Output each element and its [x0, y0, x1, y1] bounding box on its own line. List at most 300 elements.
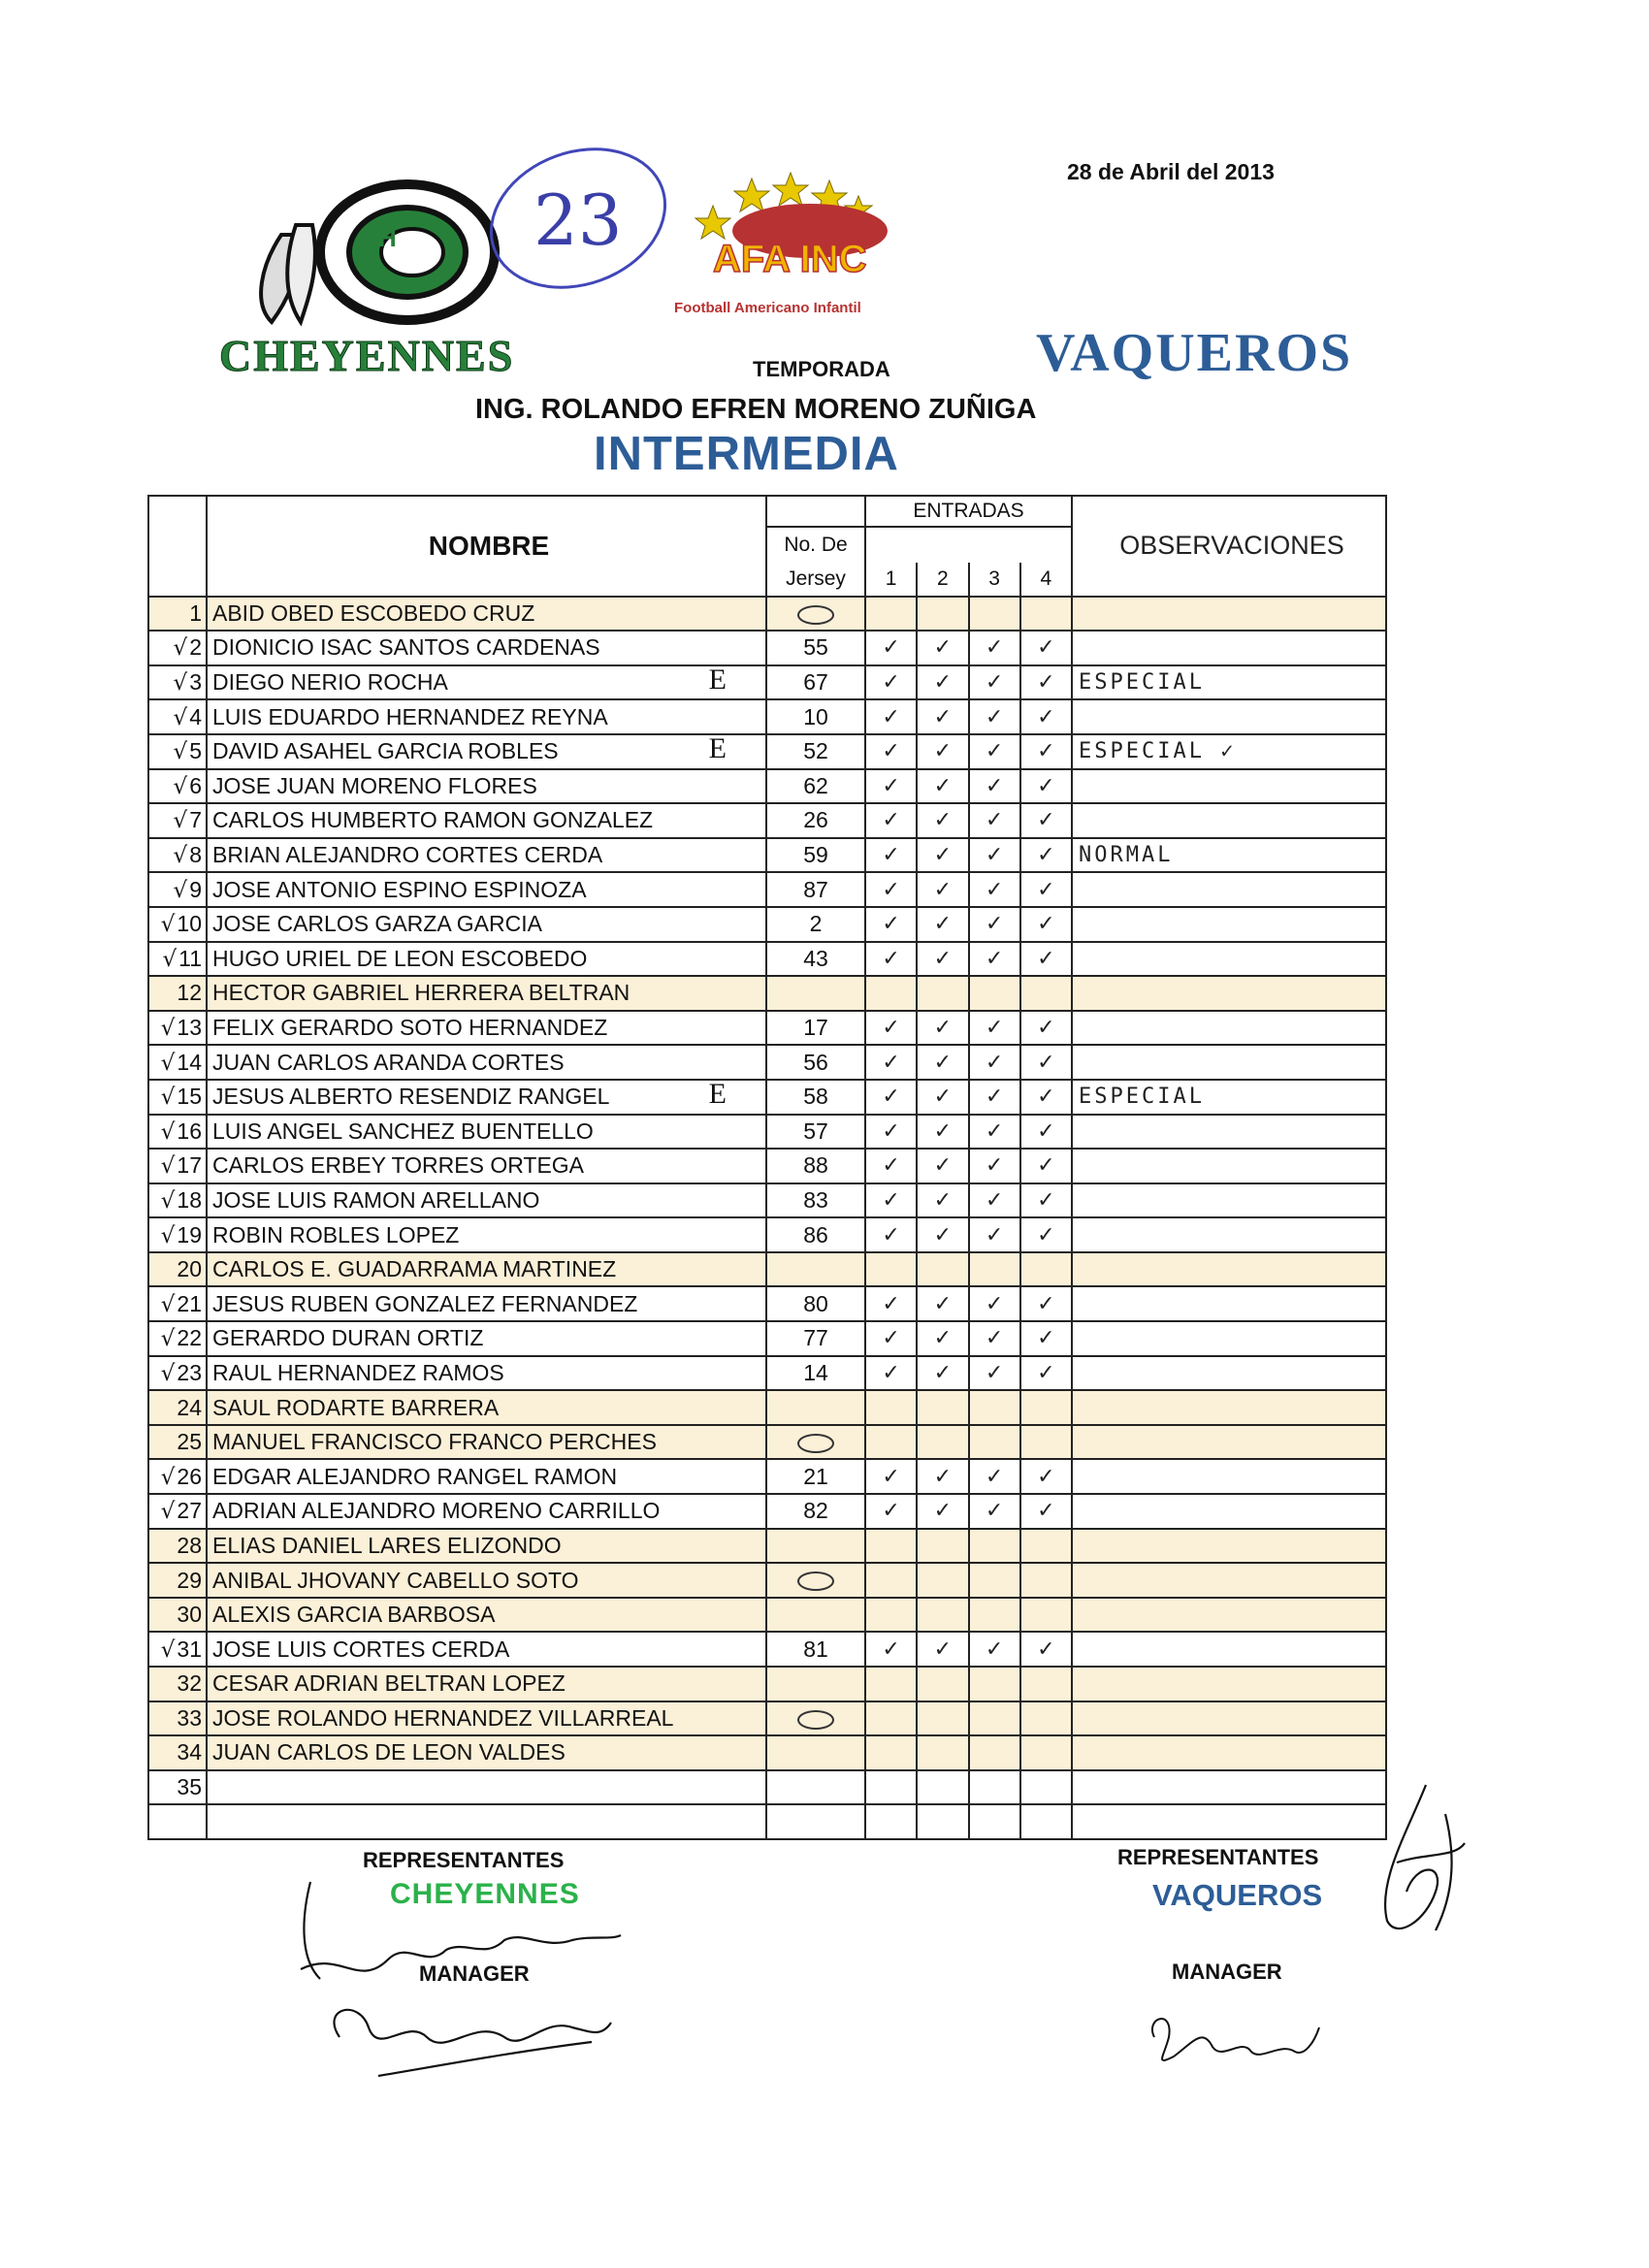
present-check-icon: √: [162, 946, 178, 972]
entrada-1-cell: [865, 1011, 917, 1046]
row-number: [148, 769, 207, 804]
row-number-value: 29: [177, 1567, 202, 1593]
check-icon: ✓: [882, 1187, 900, 1213]
scribble-icon: [797, 605, 834, 625]
row-number: [148, 1356, 207, 1391]
observation: [1072, 872, 1386, 907]
entrada-4-cell: [1020, 1425, 1072, 1460]
player-name: [207, 1667, 766, 1701]
afa-tagline: Football Americano Infantil: [674, 300, 861, 316]
table-row: [148, 1045, 1386, 1080]
entrada-2-cell: [917, 1183, 968, 1218]
entrada-1-cell: [865, 1598, 917, 1633]
entrada-4-cell: [1020, 1183, 1072, 1218]
present-check-icon: √: [173, 808, 188, 834]
cheyennes-logo-icon: [242, 177, 504, 332]
entrada-2-cell: [917, 1735, 968, 1770]
entrada-2-cell: [917, 942, 968, 977]
check-icon: ✓: [985, 1153, 1004, 1179]
entrada-3-cell: [969, 665, 1020, 700]
entrada-2-cell: [917, 907, 968, 942]
entrada-1-cell: [865, 1356, 917, 1391]
entrada-2-cell: [917, 1459, 968, 1494]
observation: [1072, 1356, 1386, 1391]
present-check-icon: √: [160, 1464, 176, 1490]
observation: [1072, 1667, 1386, 1701]
observation: [1072, 803, 1386, 838]
observation: ESPECIAL ✓: [1072, 734, 1386, 769]
present-check-icon: √: [160, 912, 176, 938]
player-name-value: CARLOS HUMBERTO RAMON GONZALEZ: [212, 807, 654, 833]
check-icon: ✓: [933, 808, 953, 833]
away-representatives-team: VAQUEROS: [1152, 1878, 1323, 1912]
entrada-4-cell: [1020, 1770, 1072, 1805]
entrada-4-cell: [1020, 769, 1072, 804]
home-representatives-team: CHEYENNES: [390, 1878, 580, 1910]
entrada-1-cell: [865, 1804, 917, 1839]
present-check-icon: √: [160, 1153, 176, 1180]
entrada-3-cell: [969, 1667, 1020, 1701]
entrada-3-cell: [969, 838, 1020, 873]
entrada-1-cell: [865, 1217, 917, 1252]
row-number-value: 7: [189, 807, 202, 833]
entrada-1-cell: [865, 1632, 917, 1667]
table-row: [148, 1011, 1386, 1046]
entrada-3-cell: [969, 976, 1020, 1011]
jersey-number: [766, 1252, 865, 1287]
check-icon: ✓: [985, 1291, 1004, 1316]
player-name-value: JOSE LUIS RAMON ARELLANO: [212, 1186, 540, 1213]
row-number-value: 33: [177, 1704, 202, 1731]
observation: [1072, 1735, 1386, 1770]
entrada-3-cell: [969, 1804, 1020, 1839]
player-name: [207, 1459, 766, 1494]
check-icon: ✓: [933, 1118, 953, 1144]
player-name: [207, 1356, 766, 1391]
row-number-value: 28: [177, 1532, 202, 1558]
entrada-3-cell: [969, 1080, 1020, 1115]
check-icon: ✓: [1037, 670, 1055, 696]
table-row: [148, 1183, 1386, 1218]
table-row: [148, 631, 1386, 665]
check-icon: ✓: [1037, 912, 1055, 937]
player-name-value: DAVID ASAHEL GARCIA ROBLES: [212, 738, 559, 764]
player-name-value: BRIAN ALEJANDRO CORTES CERDA: [212, 842, 603, 868]
jersey-number: 87: [766, 872, 865, 907]
player-name-value: JESUS ALBERTO RESENDIZ RANGEL: [212, 1084, 610, 1110]
row-number: [148, 1183, 207, 1218]
entrada-3-cell: [969, 1356, 1020, 1391]
observation: [1072, 1390, 1386, 1425]
check-icon: ✓: [1037, 1050, 1055, 1075]
table-row: [148, 1115, 1386, 1150]
row-number-value: 18: [177, 1186, 202, 1213]
check-icon: ✓: [985, 877, 1004, 902]
handwritten-mark: E: [708, 664, 727, 696]
present-check-icon: √: [160, 1085, 176, 1111]
entrada-2-cell: [917, 803, 968, 838]
entrada-4-cell: [1020, 1115, 1072, 1150]
row-number-value: 3: [189, 669, 202, 696]
entrada-2-cell: [917, 1011, 968, 1046]
observation: [1072, 976, 1386, 1011]
entrada-3-cell: [969, 769, 1020, 804]
away-team-name: VAQUEROS: [1036, 323, 1353, 383]
row-number: [148, 1390, 207, 1425]
row-number: [148, 976, 207, 1011]
entrada-4-cell: [1020, 699, 1072, 734]
table-row: [148, 1425, 1386, 1460]
row-number-value: 2: [189, 634, 202, 661]
row-number-value: 8: [189, 842, 202, 868]
player-name: [207, 1632, 766, 1667]
jersey-number: 52: [766, 734, 865, 769]
player-name: [207, 1183, 766, 1218]
row-number-value: 9: [189, 876, 202, 902]
jersey-number: [766, 597, 865, 632]
row-number-value: 21: [177, 1290, 202, 1316]
check-icon: ✓: [933, 1326, 953, 1351]
row-number-value: 5: [189, 738, 202, 764]
check-icon: ✓: [1037, 739, 1055, 764]
entrada-4-cell: [1020, 1356, 1072, 1391]
present-check-icon: √: [173, 843, 188, 869]
jersey-number: [766, 1529, 865, 1564]
table-row: [148, 1080, 1386, 1115]
check-icon: ✓: [933, 1085, 953, 1110]
present-check-icon: √: [173, 670, 188, 697]
jersey-number: 86: [766, 1217, 865, 1252]
present-check-icon: √: [173, 635, 188, 662]
table-row: [148, 769, 1386, 804]
table-row: [148, 1356, 1386, 1391]
table-row: [148, 907, 1386, 942]
jersey-number: 2: [766, 907, 865, 942]
entrada-2-cell: [917, 1770, 968, 1805]
table-row: [148, 1252, 1386, 1287]
observation: [1072, 597, 1386, 632]
table-row: [148, 1494, 1386, 1529]
player-name-value: ELIAS DANIEL LARES ELIZONDO: [212, 1532, 562, 1558]
check-icon: ✓: [933, 1222, 953, 1247]
table-row: [148, 1770, 1386, 1805]
check-icon: ✓: [882, 946, 900, 971]
observation: [1072, 1045, 1386, 1080]
check-icon: ✓: [882, 1085, 900, 1110]
player-name: [207, 1080, 766, 1115]
present-check-icon: √: [160, 1016, 176, 1042]
check-icon: ✓: [882, 1153, 900, 1179]
player-name-value: JUAN CARLOS ARANDA CORTES: [212, 1049, 565, 1075]
row-number: [148, 1529, 207, 1564]
entrada-3-cell: [969, 1529, 1020, 1564]
table-row: [148, 1321, 1386, 1356]
row-number-value: 6: [189, 772, 202, 798]
present-check-icon: √: [160, 1499, 176, 1525]
check-icon: ✓: [933, 1636, 953, 1662]
entrada-2-cell: [917, 699, 968, 734]
entrada-1-cell: [865, 1459, 917, 1494]
player-name: [207, 976, 766, 1011]
check-icon: ✓: [985, 739, 1004, 764]
observation: [1072, 907, 1386, 942]
jersey-number: 55: [766, 631, 865, 665]
check-icon: ✓: [1037, 1016, 1055, 1041]
row-number-value: 27: [177, 1498, 202, 1524]
row-number-value: 25: [177, 1429, 202, 1455]
row-number-value: 35: [177, 1774, 202, 1800]
entrada-1-cell: [865, 872, 917, 907]
player-name: [207, 1217, 766, 1252]
entrada-3-cell: [969, 1459, 1020, 1494]
row-number-value: 26: [177, 1463, 202, 1489]
player-name-value: JOSE LUIS CORTES CERDA: [212, 1636, 510, 1662]
entrada-2-cell: [917, 838, 968, 873]
table-row: [148, 597, 1386, 632]
jersey-number: [766, 1804, 865, 1839]
entrada-1-cell: [865, 907, 917, 942]
jersey-number: 81: [766, 1632, 865, 1667]
row-number: [148, 1494, 207, 1529]
check-icon: ✓: [882, 1499, 900, 1524]
check-icon: ✓: [985, 1464, 1004, 1489]
row-number-value: 31: [177, 1636, 202, 1662]
organizer-name: ING. ROLANDO EFREN MORENO ZUÑIGA: [475, 394, 1037, 425]
svg-text:H: H: [378, 223, 397, 252]
afa-logo-text: AFA INC: [713, 238, 867, 280]
check-icon: ✓: [1037, 1187, 1055, 1213]
entrada-2-cell: [917, 1356, 968, 1391]
header-entradas-blank: [865, 527, 1072, 563]
player-name-value: JUAN CARLOS DE LEON VALDES: [212, 1739, 566, 1766]
row-number-value: 19: [177, 1221, 202, 1247]
player-name-value: JOSE JUAN MORENO FLORES: [212, 772, 537, 798]
player-name: [207, 1494, 766, 1529]
player-name: [207, 1045, 766, 1080]
present-check-icon: √: [160, 1118, 176, 1145]
check-icon: ✓: [933, 704, 953, 729]
check-icon: ✓: [933, 1360, 953, 1385]
check-icon: ✓: [882, 912, 900, 937]
present-check-icon: √: [160, 1050, 176, 1076]
check-icon: ✓: [1037, 773, 1055, 798]
row-number-value: 22: [177, 1325, 202, 1351]
home-team-name: CHEYENNES: [219, 331, 515, 380]
season-label: TEMPORADA: [753, 357, 890, 381]
away-manager-signature: [1135, 1998, 1329, 2076]
jersey-number: 17: [766, 1011, 865, 1046]
observation: [1072, 1459, 1386, 1494]
scribble-icon: [797, 1710, 834, 1730]
entrada-2-cell: [917, 976, 968, 1011]
row-number: [148, 1770, 207, 1805]
entrada-4-cell: [1020, 665, 1072, 700]
entrada-2-cell: [917, 1080, 968, 1115]
jersey-number: [766, 1425, 865, 1460]
entrada-3-cell: [969, 1701, 1020, 1736]
observation: [1072, 769, 1386, 804]
entrada-1-cell: [865, 803, 917, 838]
player-name-value: JOSE ROLANDO HERNANDEZ VILLARREAL: [212, 1704, 674, 1731]
row-number-value: 34: [177, 1739, 202, 1766]
entrada-3-cell: [969, 1011, 1020, 1046]
check-icon: ✓: [1037, 877, 1055, 902]
observation: [1072, 699, 1386, 734]
check-icon: ✓: [933, 1291, 953, 1316]
row-number-value: 24: [177, 1394, 202, 1420]
entrada-1-cell: [865, 1286, 917, 1321]
check-icon: ✓: [882, 773, 900, 798]
entrada-3-cell: [969, 1425, 1020, 1460]
player-name: [207, 769, 766, 804]
player-name: [207, 1115, 766, 1150]
check-icon: ✓: [882, 877, 900, 902]
check-icon: ✓: [882, 1326, 900, 1351]
jersey-number: 26: [766, 803, 865, 838]
player-name-value: ABID OBED ESCOBEDO CRUZ: [212, 599, 535, 626]
jersey-number: 57: [766, 1115, 865, 1150]
entrada-2-cell: [917, 1563, 968, 1598]
player-name-value: LUIS EDUARDO HERNANDEZ REYNA: [212, 703, 608, 729]
header-entrada-1: 1: [865, 563, 917, 597]
check-icon: ✓: [1037, 1291, 1055, 1316]
entrada-3-cell: [969, 1735, 1020, 1770]
table-header-row: [148, 496, 1386, 527]
entrada-4-cell: [1020, 1632, 1072, 1667]
player-name: [207, 1425, 766, 1460]
observation: [1072, 1286, 1386, 1321]
entrada-2-cell: [917, 1217, 968, 1252]
check-icon: ✓: [985, 1360, 1004, 1385]
home-representative-signature: [281, 1843, 650, 2095]
player-name: [207, 1149, 766, 1183]
player-name: [207, 838, 766, 873]
entrada-3-cell: [969, 1286, 1020, 1321]
entrada-2-cell: [917, 1045, 968, 1080]
away-representative-signature: [1358, 1775, 1474, 1950]
entrada-3-cell: [969, 1563, 1020, 1598]
header-entrada-3: 3: [969, 563, 1020, 597]
entrada-1-cell: [865, 976, 917, 1011]
check-icon: ✓: [882, 1016, 900, 1041]
entrada-2-cell: [917, 1252, 968, 1287]
entrada-4-cell: [1020, 1217, 1072, 1252]
check-icon: ✓: [985, 1499, 1004, 1524]
jersey-number: 59: [766, 838, 865, 873]
player-name-value: ANIBAL JHOVANY CABELLO SOTO: [212, 1567, 579, 1593]
entrada-4-cell: [1020, 1598, 1072, 1633]
entrada-2-cell: [917, 1321, 968, 1356]
row-number: [148, 907, 207, 942]
entrada-4-cell: [1020, 597, 1072, 632]
check-icon: ✓: [985, 1636, 1004, 1662]
entrada-1-cell: [865, 1115, 917, 1150]
entrada-4-cell: [1020, 1011, 1072, 1046]
entrada-3-cell: [969, 734, 1020, 769]
row-number: [148, 1632, 207, 1667]
entrada-1-cell: [865, 1080, 917, 1115]
entrada-1-cell: [865, 1149, 917, 1183]
table-row: [148, 1286, 1386, 1321]
row-number: [148, 1321, 207, 1356]
entrada-4-cell: [1020, 803, 1072, 838]
present-check-icon: √: [160, 1291, 176, 1317]
observation: [1072, 1770, 1386, 1805]
present-check-icon: √: [160, 1360, 176, 1386]
header-observaciones: OBSERVACIONES: [1072, 496, 1386, 597]
present-check-icon: √: [173, 739, 188, 765]
observation: [1072, 1252, 1386, 1287]
player-name: [207, 631, 766, 665]
away-representatives-label: REPRESENTANTES: [1117, 1845, 1319, 1869]
scribble-icon: [797, 1434, 834, 1453]
check-icon: ✓: [1037, 843, 1055, 868]
check-icon: ✓: [985, 946, 1004, 971]
entrada-4-cell: [1020, 734, 1072, 769]
player-name: [207, 1252, 766, 1287]
player-name-value: CARLOS E. GUADARRAMA MARTINEZ: [212, 1256, 617, 1282]
row-number: [148, 1252, 207, 1287]
check-icon: ✓: [1037, 1153, 1055, 1179]
observation: [1072, 1149, 1386, 1183]
check-icon: ✓: [933, 912, 953, 937]
check-icon: ✓: [1037, 704, 1055, 729]
entrada-4-cell: [1020, 1286, 1072, 1321]
handwritten-number: 23: [534, 179, 623, 261]
entrada-4-cell: [1020, 1252, 1072, 1287]
entrada-4-cell: [1020, 631, 1072, 665]
entrada-3-cell: [969, 1217, 1020, 1252]
player-name: [207, 907, 766, 942]
entrada-1-cell: [865, 631, 917, 665]
entrada-2-cell: [917, 1701, 968, 1736]
present-check-icon: √: [160, 1187, 176, 1214]
entrada-3-cell: [969, 1149, 1020, 1183]
row-number: [148, 1804, 207, 1839]
player-name-value: HECTOR GABRIEL HERRERA BELTRAN: [212, 980, 630, 1006]
observation: [1072, 1115, 1386, 1150]
entrada-1-cell: [865, 1183, 917, 1218]
jersey-number: [766, 1701, 865, 1736]
entrada-1-cell: [865, 1563, 917, 1598]
table-row: [148, 665, 1386, 700]
jersey-number: 21: [766, 1459, 865, 1494]
row-number: [148, 1701, 207, 1736]
entrada-4-cell: [1020, 1701, 1072, 1736]
row-number: [148, 1115, 207, 1150]
check-icon: ✓: [882, 635, 900, 661]
check-icon: ✓: [1037, 1222, 1055, 1247]
entrada-4-cell: [1020, 976, 1072, 1011]
row-number: [148, 734, 207, 769]
check-icon: ✓: [985, 808, 1004, 833]
observation: [1072, 1804, 1386, 1839]
row-number: [148, 1459, 207, 1494]
entrada-2-cell: [917, 1115, 968, 1150]
entrada-1-cell: [865, 665, 917, 700]
player-name: [207, 1770, 766, 1805]
check-icon: ✓: [985, 1016, 1004, 1041]
player-name-value: DIEGO NERIO ROCHA: [212, 669, 448, 696]
check-icon: ✓: [933, 1499, 953, 1524]
handwritten-mark: E: [708, 1079, 727, 1110]
row-number-value: 16: [177, 1118, 202, 1144]
jersey-number: 83: [766, 1183, 865, 1218]
entrada-1-cell: [865, 1390, 917, 1425]
observation: [1072, 1598, 1386, 1633]
entrada-4-cell: [1020, 1390, 1072, 1425]
player-name-value: LUIS ANGEL SANCHEZ BUENTELLO: [212, 1118, 594, 1144]
